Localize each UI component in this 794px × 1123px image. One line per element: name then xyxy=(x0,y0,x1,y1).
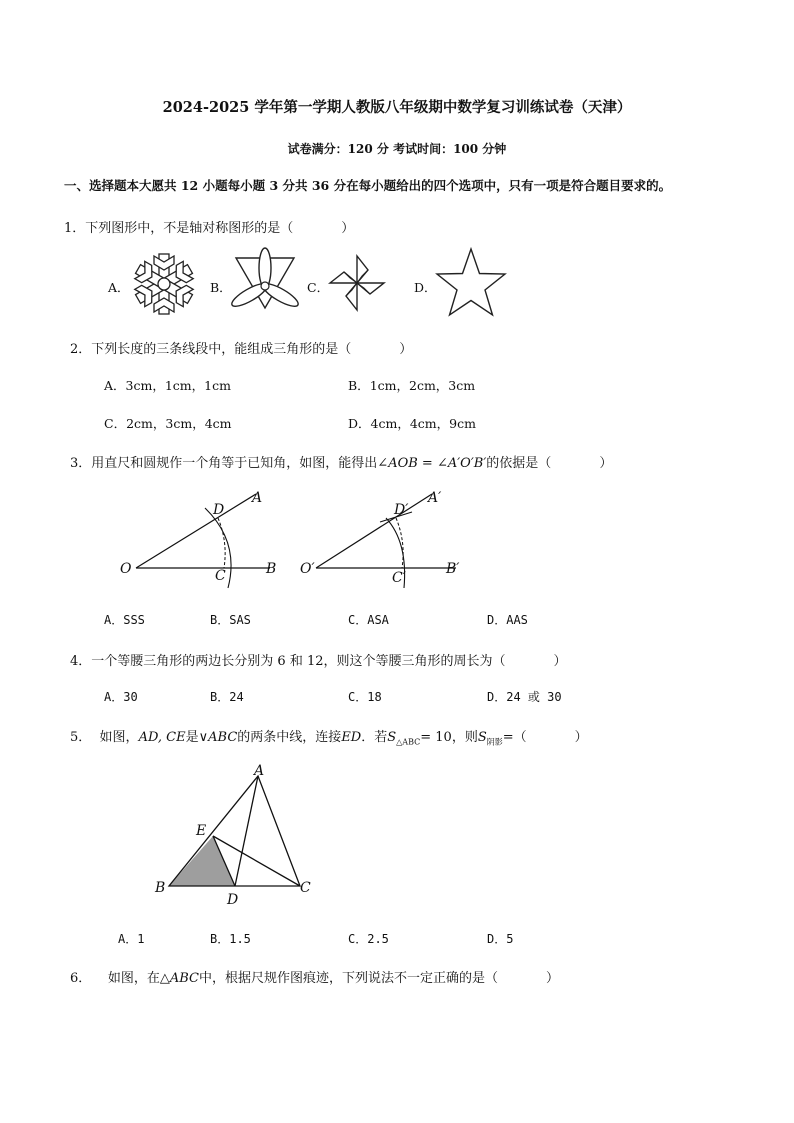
angle-figure xyxy=(110,484,490,594)
point-A: A xyxy=(252,490,263,506)
star-icon xyxy=(434,246,508,318)
option-c: C．ASA xyxy=(348,613,389,627)
option-a: A．3cm，1cm，1cm xyxy=(104,378,231,393)
snowflake-icon xyxy=(130,250,198,318)
point-A: A xyxy=(254,763,265,779)
point-C-prime: C′ xyxy=(392,570,406,586)
point-B: B xyxy=(266,561,277,577)
option-c: C．18 xyxy=(348,690,382,704)
option-label: C． xyxy=(307,280,330,295)
angle-equation: ∠AOB = ∠A′O′B′ xyxy=(377,456,487,471)
option-d: D．24 或 30 xyxy=(487,690,562,704)
question-4-stem: 4．一个等腰三角形的两边长分别为 6 和 12，则这个等腰三角形的周长为（ ） xyxy=(70,654,567,669)
option-b: B．SAS xyxy=(210,613,251,627)
point-D: D xyxy=(227,892,239,908)
point-B-prime: B′ xyxy=(446,561,460,577)
exam-info: 试卷满分：120 分 考试时间：100 分钟 xyxy=(287,142,507,156)
triangle-figure xyxy=(150,762,320,907)
question-5-stem: 5． 如图，AD, CE是∨ABC的两条中线，连接ED．若$S_{\triangle ABC}= 10$，则$S_{阴影}=$（ ） xyxy=(70,730,588,747)
point-C: C xyxy=(300,880,311,896)
option-a: A．SSS xyxy=(104,613,145,627)
option-c: C．2cm，3cm，4cm xyxy=(104,416,232,431)
option-a: A．1 xyxy=(118,932,145,946)
option-label: A． xyxy=(108,280,130,295)
option-c: C．2.5 xyxy=(348,932,389,946)
option-b: B．1.5 xyxy=(210,932,251,946)
pinwheel-icon xyxy=(326,252,388,314)
page-title: 2024-2025 学年第一学期人教版八年级期中数学复习训练试卷（天津） xyxy=(162,99,632,116)
question-6-stem: 6． 如图，在△ABC中，根据尺规作图痕迹，下列说法不一定正确的是（ ） xyxy=(70,971,559,986)
option-b: B．24 xyxy=(210,690,244,704)
option-d: D．4cm，4cm，9cm xyxy=(348,416,476,431)
option-label: D． xyxy=(414,280,437,295)
option-d: D．5 xyxy=(487,932,514,946)
question-3-stem: 3．用直尺和圆规作一个角等于已知角，如图，能得出∠AOB = ∠A′O′B′的依据是（ ） xyxy=(70,456,613,471)
option-label: B． xyxy=(210,280,232,295)
option-d: D．AAS xyxy=(487,613,528,627)
triangle-petals-icon xyxy=(230,246,300,316)
point-C: C xyxy=(215,568,226,584)
point-B: B xyxy=(155,880,166,896)
question-1-stem: 1．下列图形中，不是轴对称图形的是（ ） xyxy=(64,221,355,236)
point-E: E xyxy=(196,823,207,839)
point-O-prime: O′ xyxy=(300,561,315,577)
point-O: O xyxy=(120,561,132,577)
point-D: D xyxy=(213,502,225,518)
option-a: A．30 xyxy=(104,690,138,704)
point-A-prime: A′ xyxy=(428,490,442,506)
point-D-prime: D′ xyxy=(394,502,409,518)
option-b: B．1cm，2cm，3cm xyxy=(348,378,476,393)
question-2-stem: 2．下列长度的三条线段中，能组成三角形的是（ ） xyxy=(70,342,413,357)
section-heading: 一、选择题本大愿共 12 小题每小题 3 分共 36 分在每小题给出的四个选项中，只有一项是符合题目要求的。 xyxy=(64,178,672,193)
